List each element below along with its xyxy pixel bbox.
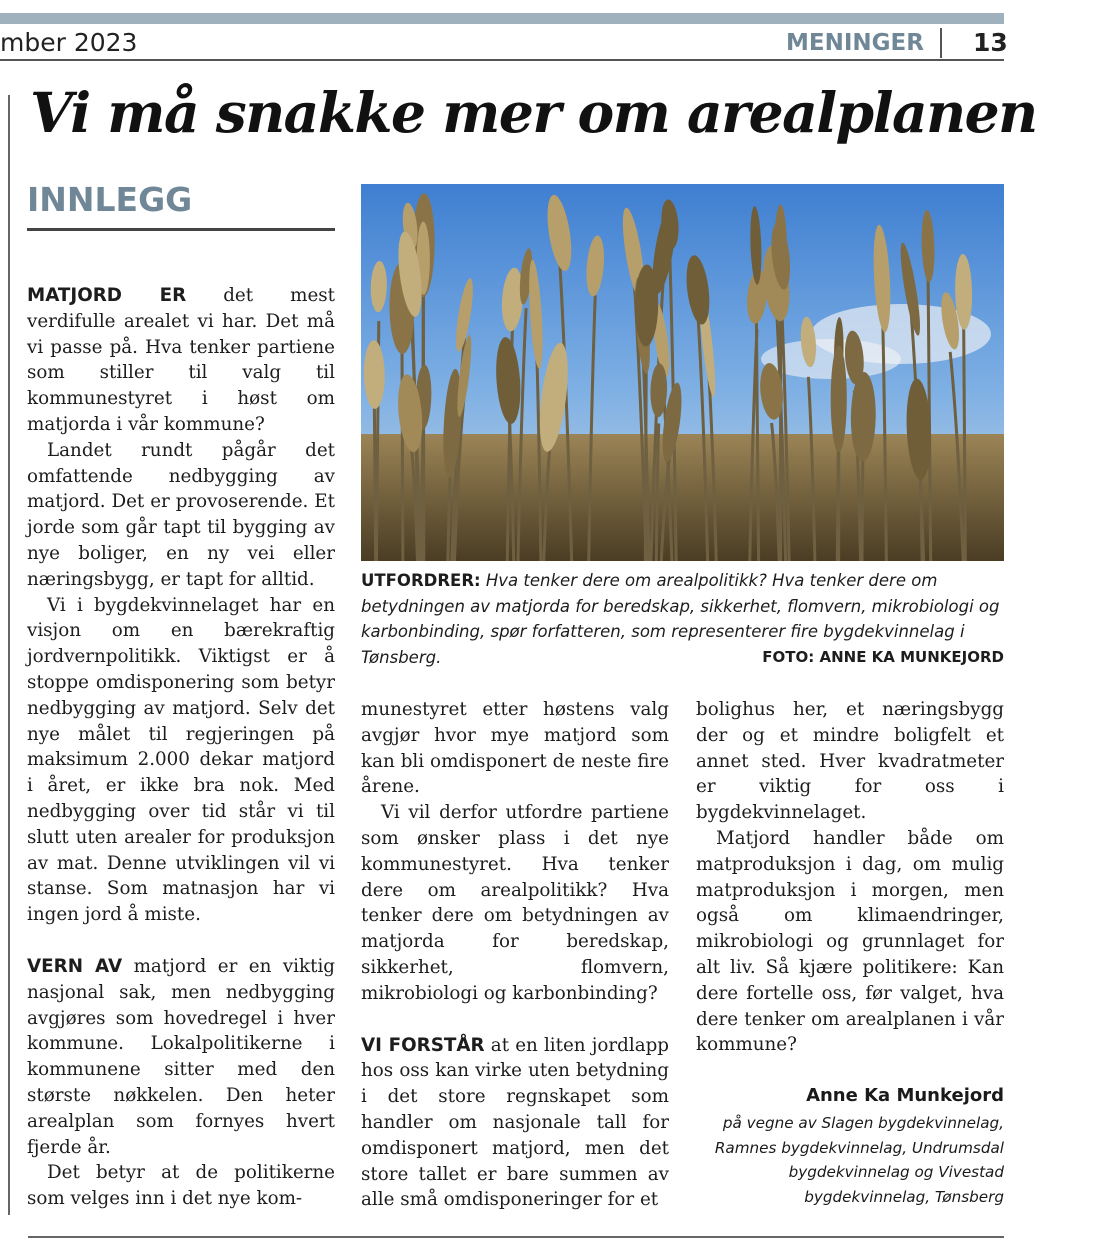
photo-credit: FOTO: ANNE KA MUNKEJORD bbox=[762, 647, 1004, 666]
paragraph bbox=[27, 954, 335, 1160]
paragraph: munestyret etter høstens valg avgjør hvor mye matjord som kan bli omdisponert de neste fire årene. bbox=[361, 699, 669, 798]
top-color-bar bbox=[0, 13, 1004, 24]
section-label: MENINGER bbox=[786, 30, 924, 56]
paragraph: Vi i bygdekvinnelaget har en visjon om en bærekraftig jordvernpolitikk. Viktigst er å stoppe omdisponering som betyr nedbygging av matjord. Selv det nye målet til regjeringen på maksimum 2.000 dekar matjord i året, er ikke bra nok. Med nedbygging over tid står vi til slutt uten arealer for produksjon av mat. Denne utviklingen vil vi stanse. Som matnasjon har vi ingen jord å miste. bbox=[27, 594, 335, 926]
body-column-1 bbox=[27, 283, 335, 1212]
header-rule bbox=[0, 59, 1004, 61]
caption-text: Hva tenker dere om arealpolitikk? Hva tenker dere om betydningen av matjorda for beredskap, sikkerhet, flomvern, mikrobiologi og karbonbinding, spør forfatteren, som representerer fire bygdekvinnelag i Tønsberg. bbox=[361, 571, 1000, 667]
body-column-3 bbox=[696, 697, 1004, 1058]
lead-in: VERN AV bbox=[27, 955, 123, 977]
wheat-photo-illustration bbox=[361, 184, 1004, 561]
paragraph-text: matjord er en viktig nasjonal sak, men nedbygging avgjøres som hovedregel i hver kommune. Lokalpolitikerne i kommunene sitter med den største nøkkelen. Den heter arealplan som fornyes hvert fjerde år. bbox=[27, 955, 335, 1158]
lead-in: VI FORSTÅR bbox=[361, 1034, 485, 1056]
body-column-2 bbox=[361, 697, 669, 1213]
page-number: 13 bbox=[973, 28, 1008, 57]
issue-date: mber 2023 bbox=[0, 28, 138, 57]
kicker-rule bbox=[27, 228, 335, 231]
paragraph-text: at en liten jordlapp hos oss kan virke uten betydning i det store regnskapet som handler om nasjonale tall for omdisponert matjord, men det store tallet er bare summen av alle små omdisponeringer for et bbox=[361, 1034, 669, 1211]
author-name: Anne Ka Munkejord bbox=[806, 1085, 1004, 1106]
paragraph bbox=[27, 283, 335, 438]
lead-in: MATJORD ER bbox=[27, 285, 187, 306]
paragraph: bolighus her, et næringsbygg der og et mindre boligfelt et annet sted. Hver kvadratmeter er viktig for oss i bygdekvinnelaget. bbox=[696, 699, 1004, 824]
paragraph: Landet rundt pågår det omfattende nedbygging av matjord. Det er provoserende. Et jorde som går tapt til bygging av nye boliger, en ny vei eller næringsbygg, er tapt for alltid. bbox=[27, 439, 335, 590]
photo-caption bbox=[361, 568, 1004, 670]
article-kicker: INNLEGG bbox=[27, 180, 193, 219]
paragraph: Vi vil derfor utfordre partiene som ønsker plass i det nye kommunestyret. Hva tenker dere om arealpolitikk? Hva tenker dere om betydningen av matjorda for beredskap, sikkerhet, flomvern, mikrobiologi og karbonbinding? bbox=[361, 802, 669, 1004]
header-divider bbox=[940, 28, 942, 58]
paragraph bbox=[361, 1033, 669, 1214]
paragraph-text: det mest verdifulle arealet vi har. Det må vi passe på. Hva tenker partiene som stiller til valg til kommunestyret i høst om matjorda i vår kommune? bbox=[27, 285, 335, 435]
wheat-field-photo bbox=[361, 184, 1004, 561]
bottom-rule bbox=[28, 1236, 1004, 1238]
paragraph: Matjord handler både om matproduksjon i dag, om mulig matproduksjon i morgen, men også om klimaendringer, mikrobiologi og grunnlaget for alt liv. Så kjære politikere: Kan dere fortelle oss, før valget, hva dere tenker om arealplanen i vår kommune? bbox=[696, 827, 1004, 1056]
paragraph: Det betyr at de politikerne som velges inn i det nye kom- bbox=[27, 1162, 335, 1210]
article-headline: Vi må snakke mer om arealplanen bbox=[30, 80, 1037, 145]
author-affiliation: på vegne av Slagen bygdekvinnelag, Ramnes bygdekvinnelag, Undrumsdal bygdekvinnelag og Vivestad bygdekvinnelag, Tønsberg bbox=[714, 1114, 1004, 1206]
caption-lead: UTFORDRER: bbox=[361, 571, 481, 590]
left-margin-rule bbox=[8, 95, 10, 1215]
